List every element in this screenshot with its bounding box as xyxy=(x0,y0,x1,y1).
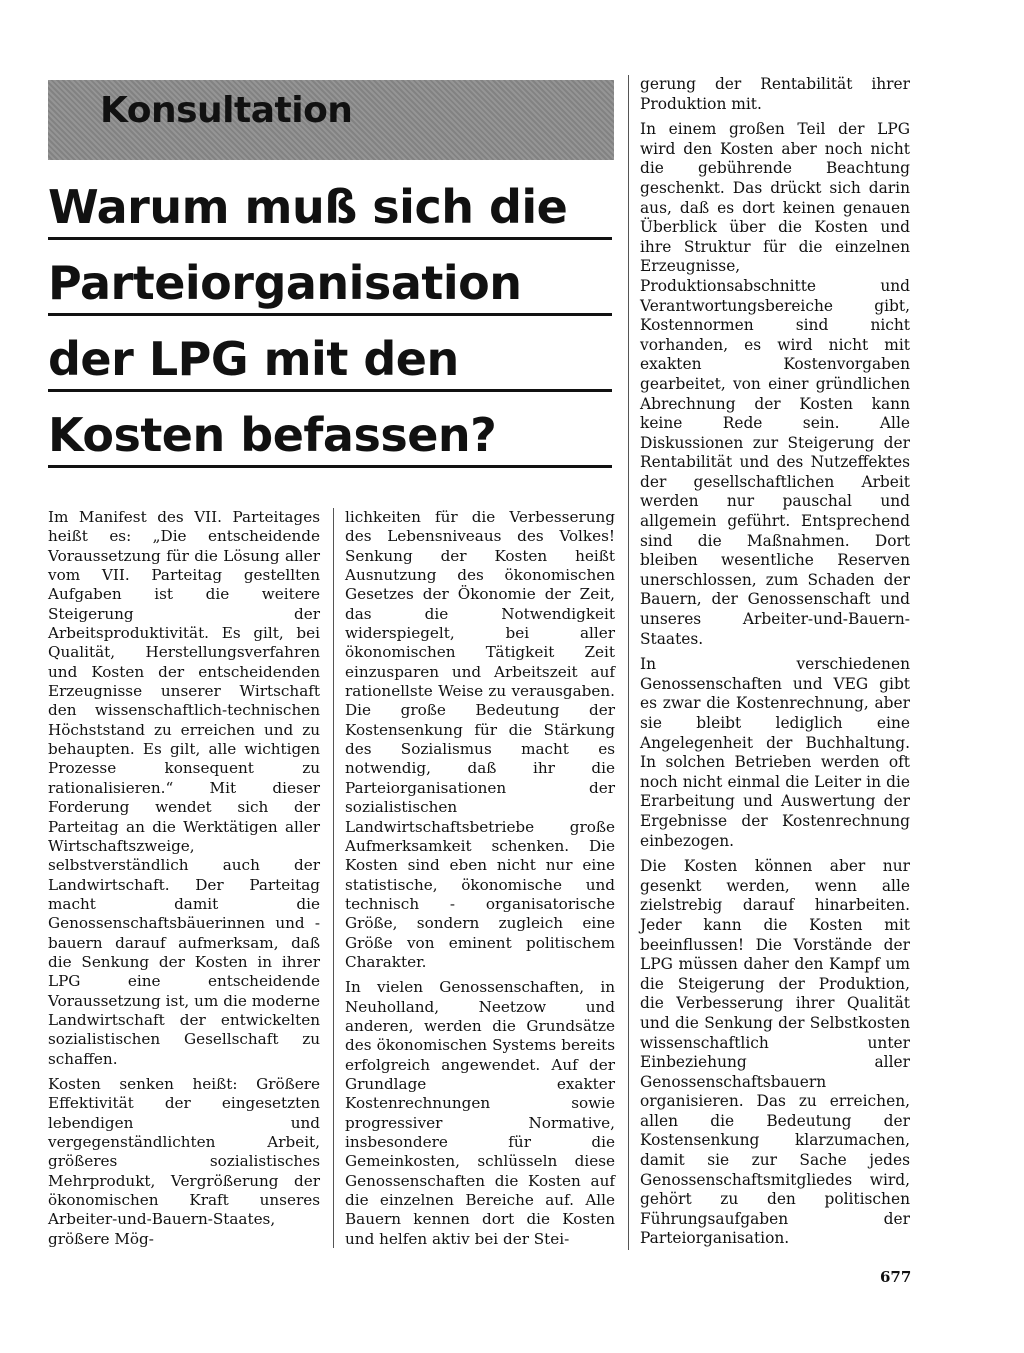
headline-line-3: der LPG mit den xyxy=(48,332,459,386)
headline-rule-2 xyxy=(48,313,612,316)
paragraph: gerung der Rentabilität ihrer Produktion mit. xyxy=(640,75,910,113)
banner-label: Konsultation xyxy=(100,90,353,131)
paragraph: lichkeiten für die Verbesserung des Lebensniveaus des Volkes! Senkung der Kosten heißt Ausnutzung des ökonomischen Gesetzes der Ökonomie der Zeit, das die Notwendigkeit widerspiegelt, bei aller ökonomischen Tätigkeit Zeit einzusparen und Arbeitszeit auf rationellste Weise zu verausgaben. Die große Bedeutung der Kostensenkung für die Stärkung des Sozialismus macht es notwendig, daß ihr die Parteiorganisationen der sozialistischen Landwirtschaftsbetriebe große Aufmerksamkeit schenken. Die Kosten sind eben nicht nur eine statistische, ökonomische und technisch - organisatorische Größe, sondern zugleich eine Größe von eminent politischem Charakter. xyxy=(345,508,615,971)
column-divider-2 xyxy=(628,75,629,1250)
article-column-2 xyxy=(345,508,615,1249)
article-column-1 xyxy=(48,508,320,1249)
page-number: 677 xyxy=(880,1268,912,1286)
paragraph: Kosten senken heißt: Größere Effektivität der eingesetzten lebendigen und vergegenständlichten Arbeit, größeres sozialistisches Mehrprodukt, Vergrößerung der ökonomischen Kraft unseres Arbeiter-und-Bauern-Staates, größere Mög- xyxy=(48,1074,320,1248)
headline-line-1: Warum muß sich die xyxy=(48,180,568,234)
column-divider-1 xyxy=(333,508,334,1248)
headline-rule-1 xyxy=(48,237,612,240)
paragraph: In vielen Genossenschaften, in Neuholland, Neetzow und anderen, werden die Grundsätze des ökonomischen Systems bereits erfolgreich angewendet. Auf der Grundlage exakter Kostenrechnungen sowie progressiver Normative, insbesondere für die Gemeinkosten, schlüsseln diese Genossenschaften die Kosten auf die einzelnen Bereiche auf. Alle Bauern kennen dort die Kosten und helfen aktiv bei der Stei- xyxy=(345,978,615,1248)
section-banner xyxy=(48,80,614,160)
headline-rule-3 xyxy=(48,389,612,392)
paragraph: Die Kosten können aber nur gesenkt werden, wenn alle zielstrebig darauf hinarbeiten. Jeder kann die Kosten mit beeinflussen! Die Vorstände der LPG müssen daher den Kampf um die Steigerung der Produktion, die Verbesserung ihrer Qualität und die Senkung der Selbstkosten wissenschaftlich unter Einbeziehung aller Genossenschaftsbauern organisieren. Das zu erreichen, allen die Bedeutung der Kostensenkung klarzumachen, damit sie zur Sache jedes Genossenschaftsmitgliedes wird, gehört zu den politischen Führungsaufgaben der Parteiorganisation. xyxy=(640,857,910,1248)
paragraph: In verschiedenen Genossenschaften und VEG gibt es zwar die Kostenrechnung, aber sie bleibt lediglich eine Angelegenheit der Buchhaltung. In solchen Betrieben werden oft noch nicht einmal die Leiter in die Erarbeitung und Auswertung der Ergebnisse der Kostenrechnung einbezogen. xyxy=(640,655,910,850)
article-column-3 xyxy=(640,75,910,1249)
headline-line-4: Kosten befassen? xyxy=(48,408,497,462)
headline-line-2: Parteiorganisation xyxy=(48,256,522,310)
paragraph: In einem großen Teil der LPG wird den Kosten aber noch nicht die gebührende Beachtung geschenkt. Das drückt sich darin aus, daß es dort keinen genauen Überblick über die Kosten und ihre Struktur für die einzelnen Erzeugnisse, Produktionsabschnitte und Verantwortungsbereiche gibt, Kostennormen sind nicht vorhanden, es wird nicht mit exakten Kostenvorgaben gearbeitet, von einer gründlichen Abrechnung der Kosten kann keine Rede sein. Alle Diskussionen zur Steigerung der Rentabilität und des Nutzeffektes der gesellschaftlichen Arbeit werden nur pauschal und allgemein geführt. Entsprechend sind die Maßnahmen. Dort bleiben wesentliche Reserven unerschlossen, zum Schaden der Bauern, der Genossenschaft und unseres Arbeiter-und-Bauern-Staates. xyxy=(640,120,910,648)
paragraph: Im Manifest des VII. Parteitages heißt es: „Die entscheidende Voraussetzung für die Lösung aller vom VII. Parteitag gestellten Aufgaben ist die weitere Steigerung der Arbeitsproduktivität. Es gilt, bei Qualität, Herstellungsverfahren und Kosten der entscheidenden Erzeugnisse unserer Wirtschaft den wissenschaftlich-technischen Höchststand zu erreichen und zu behaupten. Es gilt, alle wichtigen Prozesse konsequent zu rationalisieren.“ Mit dieser Forderung wendet sich der Parteitag an die Werktätigen aller Wirtschaftszweige, selbstverständlich auch der Landwirtschaft. Der Parteitag macht damit die Genossenschaftsbäuerinnen und -bauern darauf aufmerksam, daß die Senkung der Kosten in ihrer LPG eine entscheidende Voraussetzung ist, um die moderne Landwirtschaft der entwickelten sozialistischen Gesellschaft zu schaffen. xyxy=(48,508,320,1068)
headline-rule-4 xyxy=(48,465,612,468)
